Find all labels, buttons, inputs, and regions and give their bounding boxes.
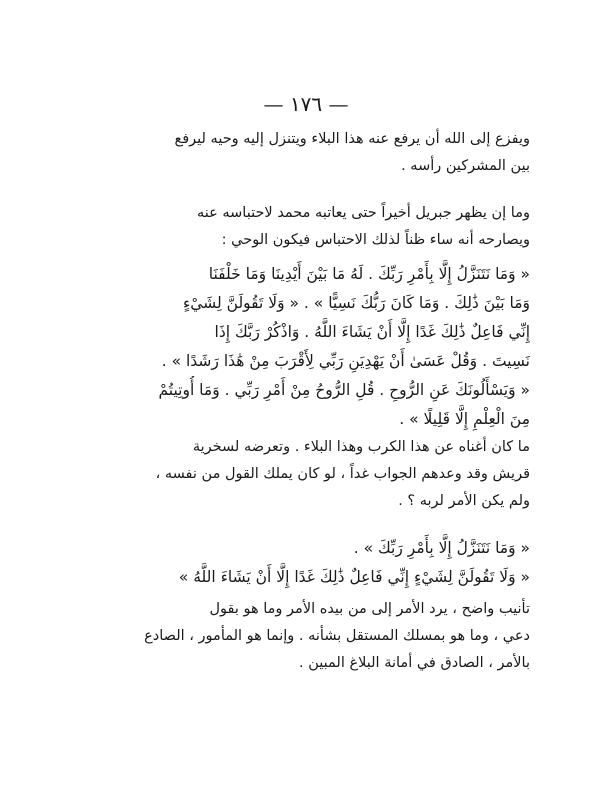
- text-line: بين المشركين رأسه .: [401, 158, 530, 174]
- paragraph-3: [100, 434, 530, 515]
- text-line: دعي ، وما هو بمسلك المستقل بشأنه . وإنما هو المأمور ، الصادع: [144, 628, 530, 644]
- paragraph-1: [100, 126, 530, 180]
- verse-line: « وَلَا تَقُولَنَّ لِشَيْءٍ إِنِّي فَاعِلٌ ذَٰلِكَ غَدًا إِلَّا أَنْ يَشَاءَ اللَّهُ »: [178, 568, 530, 586]
- text-line: قريش وقد وعدهم الجواب غداً ، لو كان يملك القول من نفسه ،: [155, 466, 530, 482]
- text-line: ولم يكن الأمر لربه ؟ .: [398, 493, 530, 509]
- paragraph-4: [100, 596, 530, 677]
- text-line: ويفزع إلى الله أن يرفع عنه هذا البلاء ويتنزل إليه وحيه ليرفع: [174, 131, 530, 147]
- text-line: تأنيب واضح ، يرد الأمر إلى من بيده الأمر وما هو بقول: [209, 601, 530, 617]
- verse-line: « وَمَا نَتَنَزَّلُ إِلَّا بِأَمْرِ رَبِّكَ . لَهُ مَا بَيْنَ أَيْدِينَا وَمَا خَلْفَنَا: [208, 265, 530, 283]
- verse-line: وَمَا بَيْنَ ذَٰلِكَ . وَمَا كَانَ رَبُّكَ نَسِيًّا » . « وَلَا تَقُولَنَّ لِشَيْءٍ: [182, 294, 530, 312]
- text-line: وما إن يظهر جبريل أخيراً حتى يعاتبه محمد لاحتباسه عنه: [196, 205, 530, 221]
- text-line: بالأمر ، الصادق في أمانة البلاغ المبين .: [299, 655, 530, 671]
- verse-line: مِنَ الْعِلْمِ إِلَّا قَلِيلًا » .: [399, 410, 530, 428]
- text-line: ما كان أغناه عن هذا الكرب وهذا البلاء . وتعرضه لسخرية: [192, 439, 530, 455]
- quran-quote-1: [100, 260, 530, 434]
- page-number: — ١٧٦ —: [263, 92, 349, 116]
- verse-line: نَسِيتَ . وَقُلْ عَسَىٰ أَنْ يَهْدِيَنِ رَبِّي لِأَقْرَبَ مِنْ هَٰذَا رَشَدًا » .: [161, 352, 530, 370]
- verse-line: إِنِّي فَاعِلٌ ذَٰلِكَ غَدًا إِلَّا أَنْ يَشَاءَ اللَّهُ . وَاذْكُرْ رَبَّكَ إِذَا: [214, 323, 530, 341]
- quran-quote-2: [100, 534, 530, 592]
- verse-line: « وَمَا نَتَنَزَّلُ إِلَّا بِأَمْرِ رَبِّكَ » .: [353, 539, 530, 557]
- verse-line: « وَيَسْأَلُونَكَ عَنِ الرُّوحِ . قُلِ الرُّوحُ مِنْ أَمْرِ رَبِّي . وَمَا أُوتِيتُمْ: [158, 381, 530, 399]
- paragraph-2: [100, 200, 530, 254]
- text-line: ويصارحه أنه ساء ظناً لذلك الاحتباس فيكون الوحي :: [221, 232, 530, 248]
